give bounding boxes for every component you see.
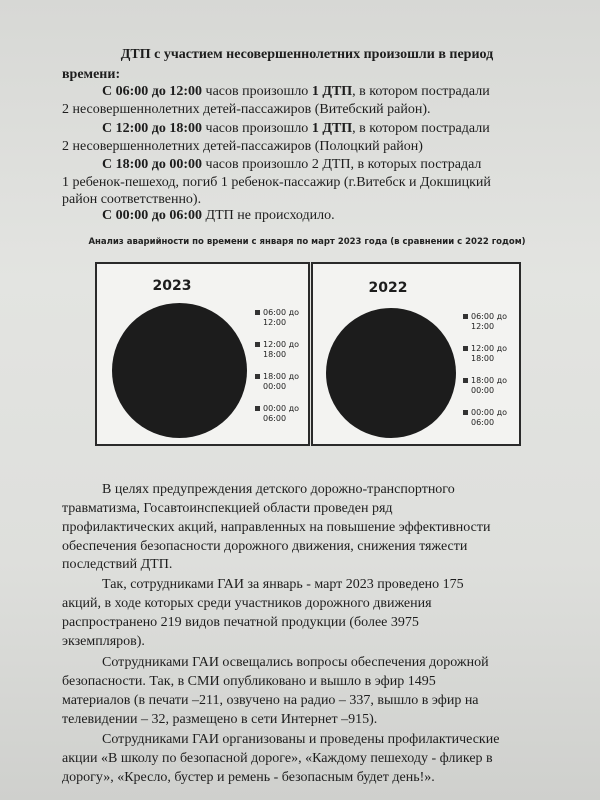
para-3-line-3: материалов (в печати –211, озвучено на радио – 337, вышло в эфир на [62, 693, 479, 708]
period-1-text: часов произошло [202, 84, 312, 99]
chart-title: Анализ аварийности по времени с января по март 2023 года (в сравнении с 2022 годом) [88, 237, 526, 247]
period-1-time: С 06:00 до 12:00 [102, 84, 203, 99]
period-3-time: С 18:00 до 00:00 [102, 157, 203, 172]
legend-2022 [463, 312, 511, 440]
para-2-line-2: акций, в ходе которых среди участников дорожного движения [62, 596, 432, 611]
period-3-line-2: 1 ребенок-пешеход, погиб 1 ребенок-пассажир (г.Витебск и Докшицкий [62, 175, 491, 190]
para-4-line-3: дорогу», «Кресло, бустер и ремень - безопасным будет день!». [62, 770, 435, 785]
period-1-line-1 [62, 82, 552, 102]
para-3-line-4: телевидении – 32, размещено в сети Интернет –915). [62, 712, 378, 727]
period-3-text: часов произошло [202, 157, 312, 172]
legend-swatch [463, 314, 468, 319]
legend-item: 06:00 до 12:00 [255, 308, 303, 328]
para-2-line-1: Так, сотрудниками ГАИ за январь - март 2023 проведено 175 [102, 577, 464, 592]
period-1-text-2: , в котором пострадали [352, 84, 490, 99]
para-3-line-1: Сотрудниками ГАИ освещались вопросы обеспечения дорожной [102, 655, 489, 670]
para-1-line-1: В целях предупреждения детского дорожно-транспортного [102, 482, 455, 497]
legend-swatch [463, 410, 468, 415]
para-1-line-2: травматизма, Госавтоинспекцией области проведен ряд [62, 501, 393, 516]
heading-line-1: ДТП с участием несовершеннолетних произошли в период [120, 47, 494, 62]
legend-item: 06:00 до 12:00 [463, 312, 511, 332]
legend-item: 12:00 до 18:00 [255, 340, 303, 360]
para-3-line-2: безопасности. Так, в СМИ опубликовано и вышло в эфир 1495 [62, 674, 436, 689]
legend-swatch [255, 310, 260, 315]
period-1-count: 1 ДТП [311, 84, 353, 99]
para-1-line-4: обеспечения безопасности дорожного движения, снижения тяжести [62, 539, 468, 554]
legend-item: 00:00 до 06:00 [463, 408, 511, 428]
period-4-line [62, 206, 552, 226]
period-2-line-1 [62, 119, 552, 139]
panel-year-2023: 2023 [152, 278, 192, 294]
panel-year-2022: 2022 [368, 280, 408, 296]
chart-panel-2022 [311, 262, 521, 446]
para-2-line-3: распространено 219 видов печатной продукции (более 3975 [62, 615, 419, 630]
pie-chart-2022 [326, 308, 456, 438]
period-2-time: С 12:00 до 18:00 [102, 121, 203, 136]
para-1-line-3: профилактических акций, направленных на повышение эффективности [62, 520, 491, 535]
period-3-line-1 [62, 155, 552, 175]
legend-2023 [255, 308, 303, 436]
legend-item: 12:00 до 18:00 [463, 344, 511, 364]
legend-item: 00:00 до 06:00 [255, 404, 303, 424]
legend-swatch [255, 342, 260, 347]
period-4-text: ДТП не происходило. [202, 208, 335, 223]
period-1-line-2: 2 несовершеннолетних детей-пассажиров (Витебский район). [62, 102, 431, 117]
chart-panel-2023 [95, 262, 310, 446]
para-1-line-5: последствий ДТП. [62, 557, 173, 572]
legend-swatch [255, 406, 260, 411]
period-2-count: 1 ДТП [311, 121, 353, 136]
heading-line-2: времени: [62, 67, 121, 82]
period-4-time: С 00:00 до 06:00 [102, 208, 203, 223]
legend-item: 18:00 до 00:00 [463, 376, 511, 396]
para-2-line-4: экземпляров). [62, 634, 145, 649]
period-3-count: 2 ДТП [311, 157, 351, 172]
legend-item: 18:00 до 00:00 [255, 372, 303, 392]
period-2-text: часов произошло [202, 121, 312, 136]
para-4-line-2: акции «В школу по безопасной дороге», «Каждому пешеходу - фликер в [62, 751, 493, 766]
pie-chart-2023 [112, 303, 247, 438]
period-2-text-2: , в котором пострадали [352, 121, 490, 136]
period-3-line-3: район соответственно). [62, 192, 202, 207]
legend-swatch [463, 346, 468, 351]
period-2-line-2: 2 несовершеннолетних детей-пассажиров (Полоцкий район) [62, 139, 423, 154]
period-3-text-2: , в которых пострадал [350, 157, 482, 172]
legend-swatch [463, 378, 468, 383]
para-4-line-1: Сотрудниками ГАИ организованы и проведены профилактические [102, 732, 500, 747]
legend-swatch [255, 374, 260, 379]
